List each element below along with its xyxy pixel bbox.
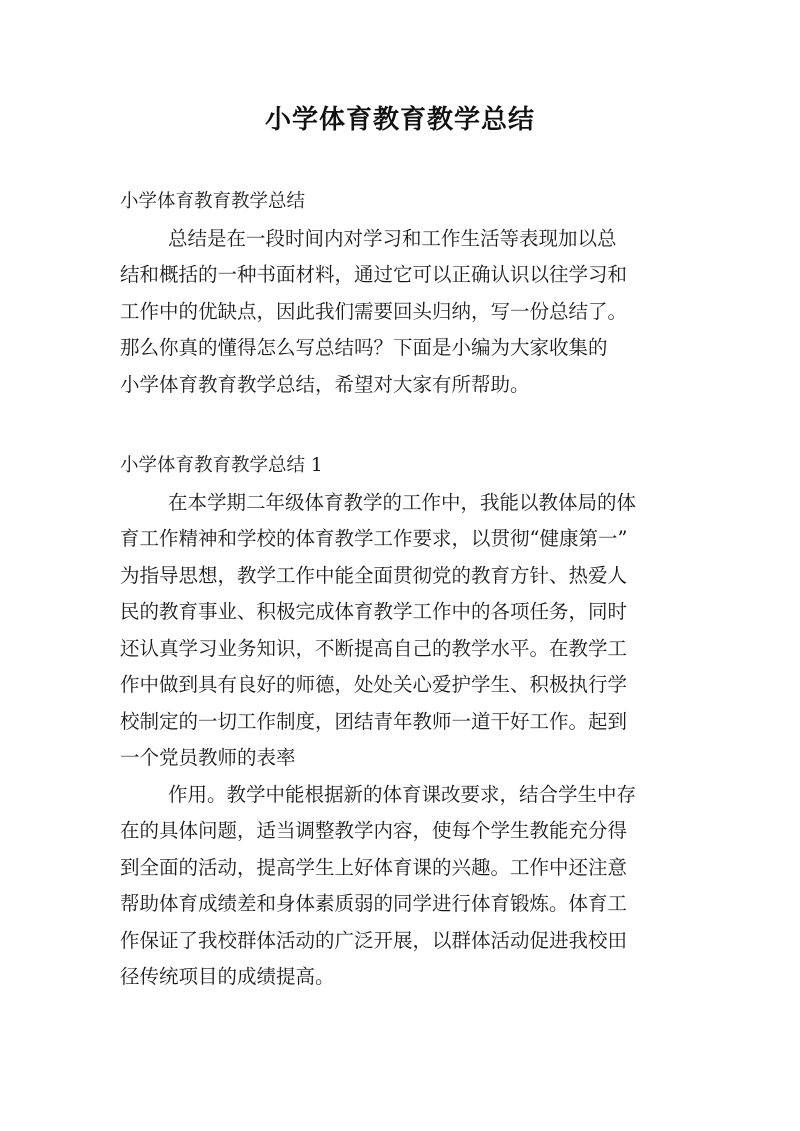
section-1-para-1-line-4: 民的教育事业、积极完成体育教学工作中的各项任务，同时 xyxy=(120,600,628,623)
section-1 xyxy=(120,448,686,996)
section-1-para-2-line-1: 作用。教学中能根据新的体育课改要求，结合学生中存 xyxy=(168,782,637,806)
intro-line-3: 工作中的优缺点，因此我们需要回头归纳，写一份总结了。 xyxy=(120,299,628,323)
intro-line-1: 总结是在一段时间内对学习和工作生活等表现加以总 xyxy=(168,226,617,250)
section-1-para-2-line-4: 帮助体育成绩差和身体素质弱的同学进行体育锻炼。体育工 xyxy=(120,892,628,915)
intro-heading: 小学体育教育教学总结 xyxy=(120,191,306,212)
section-1-heading: 小学体育教育教学总结 1 xyxy=(120,455,323,476)
section-1-para-1-line-6: 作中做到具有良好的师德，处处关心爱护学生、积极执行学 xyxy=(120,673,628,696)
section-1-para-1-line-5: 还认真学习业务知识，不断提高自己的教学水平。在教学工 xyxy=(120,636,628,660)
section-1-para-1-line-8: 一个党员教师的表率 xyxy=(120,746,296,769)
page-title: 小学体育教育教学总结 xyxy=(264,105,535,135)
intro-section xyxy=(120,184,686,403)
section-1-para-1-line-1: 在本学期二年级体育教学的工作中，我能以教体局的体 xyxy=(168,490,637,514)
section-1-para-2-line-2: 在的具体问题，适当调整教学内容，使每个学生教能充分得 xyxy=(120,819,628,842)
section-1-para-1-line-2: 育工作精神和学校的体育教学工作要求，以贯彻“健康第一” xyxy=(120,527,628,550)
intro-line-4: 那么你真的懂得怎么写总结吗？下面是小编为大家收集的 xyxy=(120,336,608,359)
intro-line-5: 小学体育教育教学总结，希望对大家有所帮助。 xyxy=(120,372,530,396)
section-1-para-2-line-6: 径传统项目的成绩提高。 xyxy=(120,965,335,988)
intro-line-2: 结和概括的一种书面材料，通过它可以正确认识以往学习和 xyxy=(120,263,628,286)
section-1-para-2-line-5: 作保证了我校群体活动的广泛开展，以群体活动促进我校田 xyxy=(120,928,628,952)
section-1-para-1-line-3: 为指导思想，教学工作中能全面贯彻党的教育方针、热爱人 xyxy=(120,563,628,587)
section-1-para-2-line-3: 到全面的活动，提高学生上好体育课的兴趣。工作中还注意 xyxy=(120,855,628,879)
section-1-para-1-line-7: 校制定的一切工作制度，团结青年教师一道干好工作。起到 xyxy=(120,709,628,733)
